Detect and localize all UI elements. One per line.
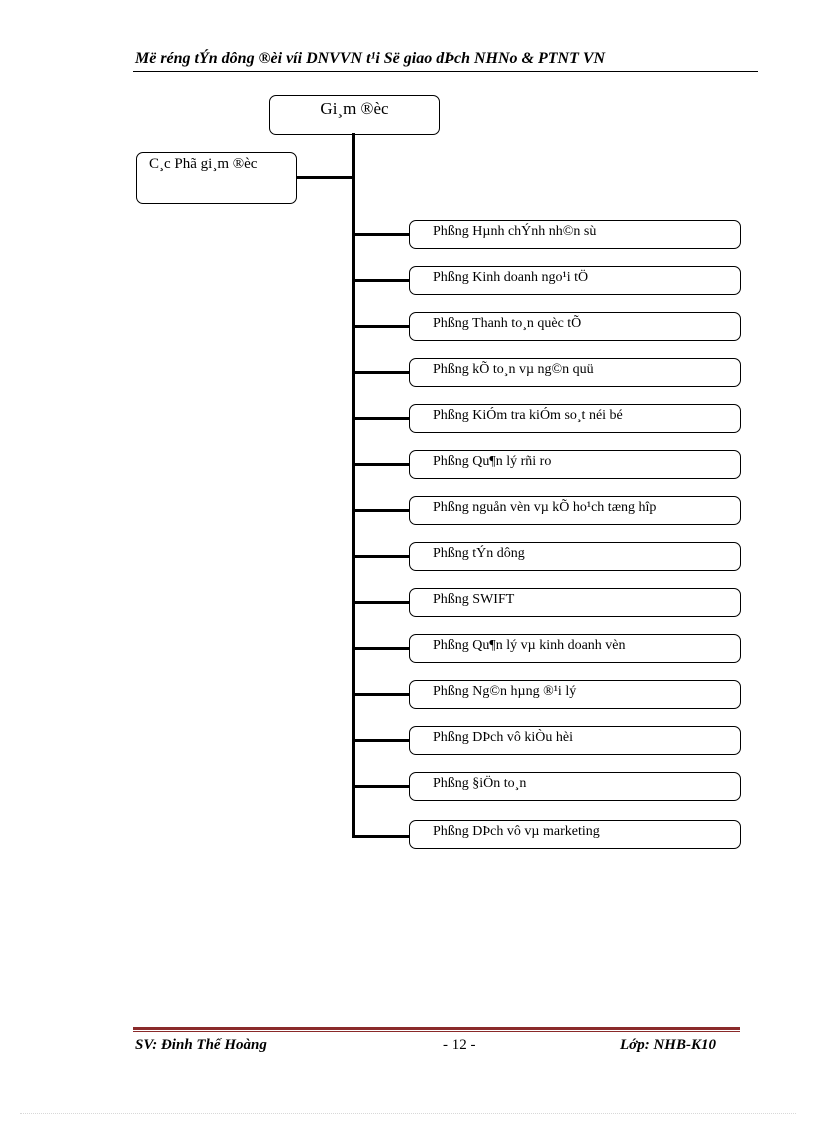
dept-connector-line [353,279,410,282]
dept-connector-line [353,785,410,788]
org-trunk-line [352,133,355,838]
department-box: Phßng DÞch vô vµ marketing [409,820,741,849]
dept-connector-line [353,739,410,742]
department-box: Phßng Ng©n hµng ®¹i lý [409,680,741,709]
page-header-title: Më réng tÝn dông ®èi víi DNVVN t¹i Së giao dÞch NHNo & PTNT VN [135,50,606,67]
dept-connector-line [353,601,410,604]
department-box: Phßng Qu¶n lý vµ kinh doanh vèn [409,634,741,663]
dept-connector-line [353,647,410,650]
dept-connector-line [353,835,410,838]
dept-connector-line [353,233,410,236]
department-box: Phßng DÞch vô kiÒu hèi [409,726,741,755]
dept-connector-line [353,693,410,696]
dept-connector-line [353,463,410,466]
department-box: Phßng Kinh doanh ngo¹i tÖ [409,266,741,295]
department-box: Phßng tÝn dông [409,542,741,571]
department-box: Phßng Hµnh chÝnh nh©n sù [409,220,741,249]
dept-connector-line [353,417,410,420]
dept-connector-line [353,371,410,374]
director-box: Gi¸m ®èc [269,95,440,135]
department-box: Phßng kÕ to¸n vµ ng©n quü [409,358,741,387]
department-box: Phßng nguån vèn vµ kÕ ho¹ch tæng hîp [409,496,741,525]
footer-rule [133,1027,740,1030]
department-box: Phßng SWIFT [409,588,741,617]
dept-connector-line [353,555,410,558]
department-box: Phßng Thanh to¸n quèc tÕ [409,312,741,341]
page-bottom-border [20,1113,796,1114]
deputy-directors-box: C¸c Phã gi¸m ®èc [136,152,297,204]
department-box: Phßng §iÖn to¸n [409,772,741,801]
footer-student: SV: Đinh Thế Hoàng [135,1037,267,1053]
footer-rule-thin [133,1031,740,1032]
department-box: Phßng KiÓm tra kiÓm so¸t néi bé [409,404,741,433]
dept-connector-line [353,509,410,512]
footer-page-number: - 12 - [443,1037,476,1053]
header-rule [133,71,758,72]
dept-connector-line [353,325,410,328]
deputy-connector-line [297,176,354,179]
department-box: Phßng Qu¶n lý rñi ro [409,450,741,479]
footer-class: Lớp: NHB-K10 [620,1037,716,1053]
